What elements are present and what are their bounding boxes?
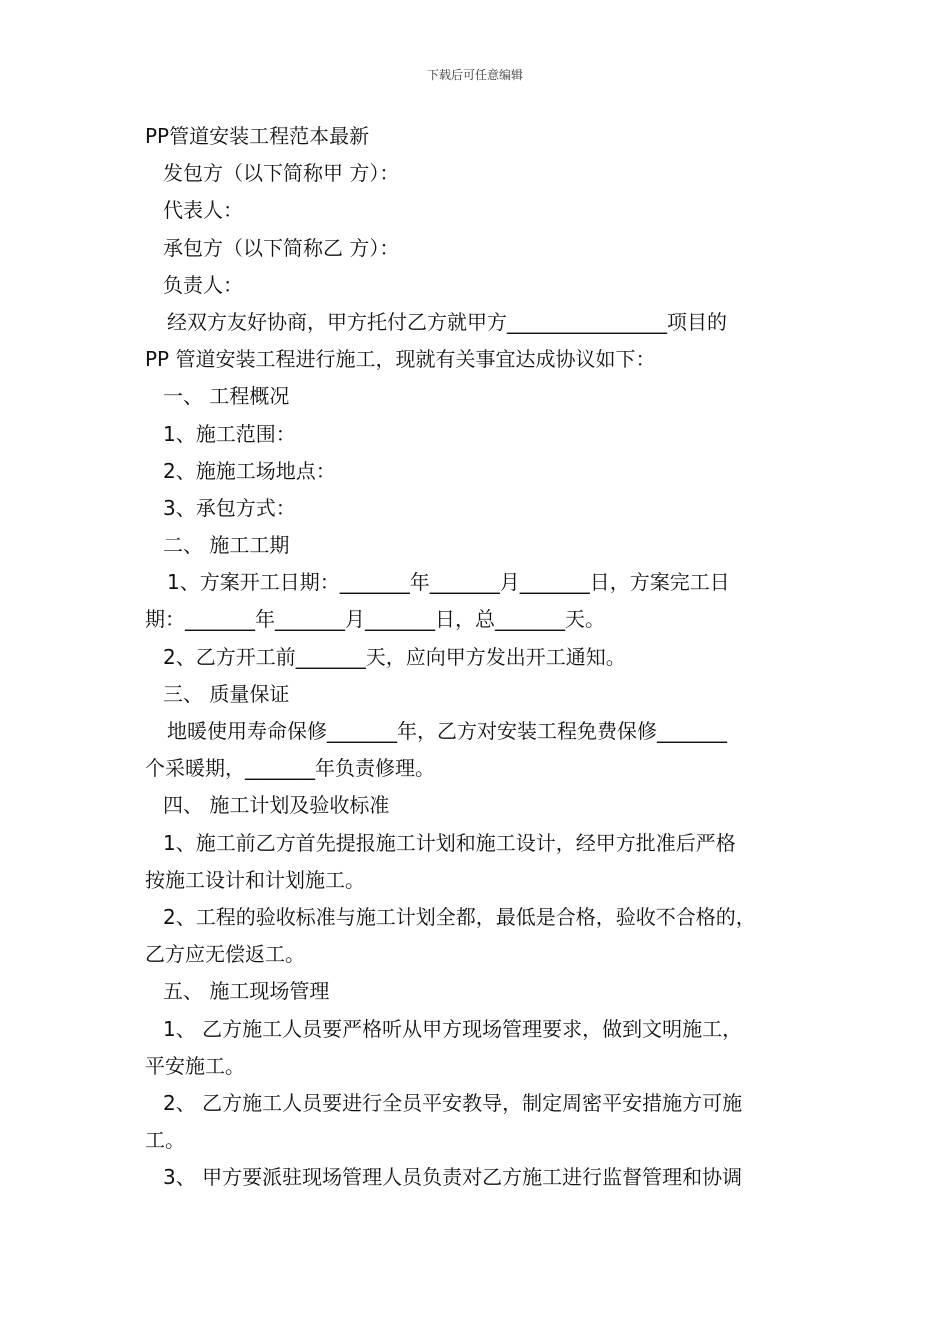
text-line: 经双方友好协商，甲方托付乙方就甲方________________项目的 [167, 309, 727, 334]
text-line: 个采暖期，_______年负责修理。 [145, 756, 435, 781]
text-line: 发包方（以下简称甲 方）： [163, 161, 400, 186]
text-line: 3、承包方式： [163, 495, 296, 520]
section-heading: 五、 施工现场管理 [163, 979, 330, 1004]
section-heading: 一、 工程概况 [163, 384, 290, 409]
section-heading: 四、 施工计划及验收标准 [163, 793, 390, 818]
text-line: 平安施工。 [145, 1053, 245, 1078]
document-body [145, 118, 825, 1196]
text-line: 代表人： [163, 198, 243, 223]
text-line: 承包方（以下简称乙 方）： [163, 235, 400, 260]
text-line: 1、施工前乙方首先提报施工计划和施工设计，经甲方批准后严格 [163, 830, 736, 855]
text-line: 按施工设计和计划施工。 [145, 867, 365, 892]
text-line: 3、 甲方要派驻现场管理人员负责对乙方施工进行监督管理和协调 [163, 1165, 743, 1190]
text-line: 2、乙方开工前_______天，应向甲方发出开工通知。 [163, 644, 626, 669]
text-line: 2、 乙方施工人员要进行全员平安教导，制定周密平安措施方可施 [163, 1090, 743, 1115]
text-line: 负责人： [163, 272, 243, 297]
text-line: 2、施施工场地点： [163, 458, 336, 483]
section-heading: 三、 质量保证 [163, 681, 290, 706]
document-title: PP管道安装工程范本最新 [145, 124, 370, 148]
text-line: 乙方应无偿返工。 [145, 942, 305, 967]
text-line: 地暖使用寿命保修_______年，乙方对安装工程免费保修_______ [167, 719, 727, 743]
text-line: 期：_______年_______月_______日，总_______天。 [145, 607, 605, 632]
text-line: 工。 [145, 1128, 185, 1153]
page-header: 下载后可任意编辑 [426, 68, 523, 82]
text-line: 2、工程的验收标准与施工计划全都，最低是合格，验收不合格的， [163, 904, 756, 929]
text-line: 1、方案开工日期：_______年_______月_______日，方案完工日 [167, 570, 730, 595]
text-line: 1、 乙方施工人员要严格听从甲方现场管理要求，做到文明施工， [163, 1016, 743, 1041]
text-line: PP 管道安装工程进行施工，现就有关事宜达成协议如下： [145, 347, 656, 372]
text-line: 1、施工范围： [163, 421, 296, 446]
section-heading: 二、 施工工期 [163, 533, 290, 558]
